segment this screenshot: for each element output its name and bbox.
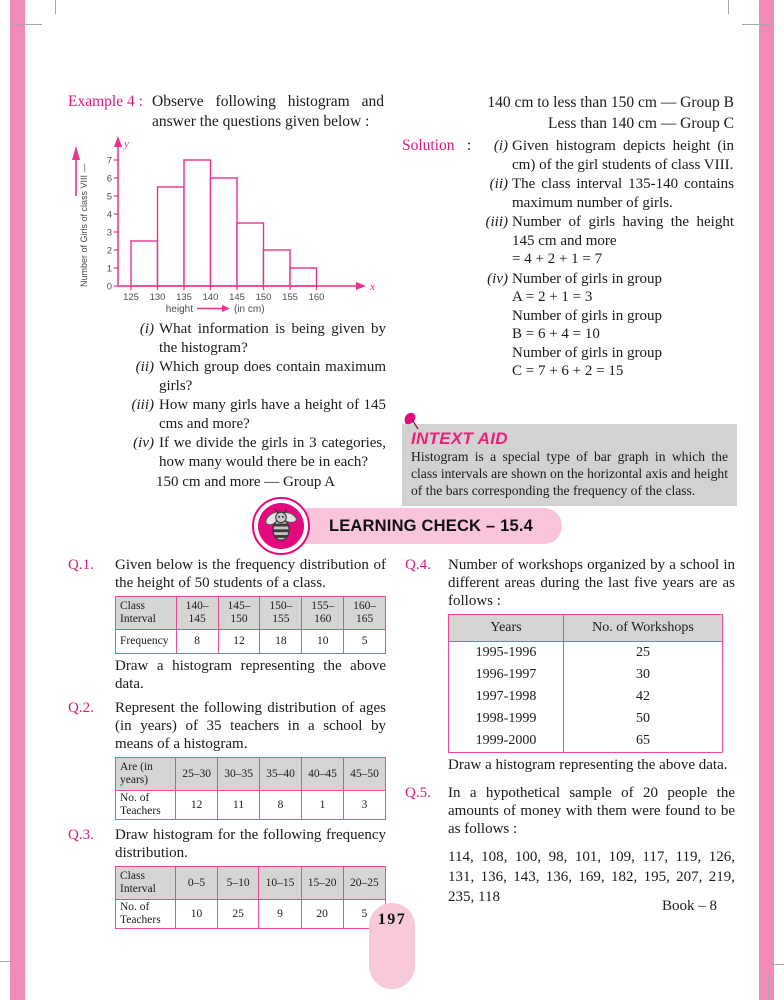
question-text: If we divide the girls in 3 categories, how many would there be in each? xyxy=(159,435,386,470)
question-numeral: (iii) xyxy=(131,397,154,413)
solution-item xyxy=(480,213,734,269)
solution-item xyxy=(480,270,734,381)
q4-label: Q.4. xyxy=(405,557,431,573)
svg-text:1: 1 xyxy=(106,263,112,275)
bee-badge xyxy=(252,497,310,555)
crop-mark xyxy=(15,974,16,1000)
crop-mark xyxy=(742,24,772,25)
example-prompt: Observe following histogram and answer the questions given below : xyxy=(152,93,384,130)
page-number: 197 xyxy=(377,911,407,928)
q4-instruction: Draw a histogram representing the above data. xyxy=(448,757,728,773)
q3-text: Draw histogram for the following frequency distribution. xyxy=(115,827,386,861)
svg-text:125: 125 xyxy=(123,292,139,303)
book-label: Book – 8 xyxy=(662,898,718,914)
histogram-svg xyxy=(68,134,380,318)
svg-text:155: 155 xyxy=(282,292,298,303)
q2-text: Represent the following distribution of ages (in years) of 35 teachers in a school by means of a histogram. xyxy=(115,700,386,752)
question-numeral: (iv) xyxy=(133,435,154,451)
question-numeral: (ii) xyxy=(135,359,154,375)
bee-icon xyxy=(262,507,300,545)
histogram-chart xyxy=(68,134,380,318)
svg-text:6: 6 xyxy=(106,173,112,185)
q1-frequency-table: Class Interval 140–145 145–150 150–155 155–160 160–165 Frequency 8 12 18 10 5 xyxy=(115,596,386,654)
svg-text:4: 4 xyxy=(106,209,112,221)
svg-text:5: 5 xyxy=(106,191,112,203)
left-pink-edge-bar xyxy=(10,0,25,1000)
svg-text:135: 135 xyxy=(176,292,192,303)
q1-instruction: Draw a histogram representing the above data. xyxy=(115,658,386,692)
questions-left-column xyxy=(68,556,386,932)
q4-workshops-table: Years No. of Workshops 1995-1996 25 1996-1997 30 1997-1998 42 1998-1999 50 1999-2000 65 xyxy=(448,614,723,753)
group-a-line: 150 cm and more — Group A xyxy=(156,474,336,490)
q4-text: Number of workshops organized by a school in different areas during the last five years are as follows : xyxy=(448,557,735,609)
right-pink-edge-bar xyxy=(759,0,774,1000)
table-row: 1998-1999 50 xyxy=(449,708,723,730)
solution-items xyxy=(480,137,734,382)
svg-text:160: 160 xyxy=(308,292,325,303)
q5-label: Q.5. xyxy=(405,785,431,801)
q5-text: In a hypothetical sample of 20 people the amounts of money with them were found to be as follows : xyxy=(448,785,735,837)
crop-mark xyxy=(0,961,12,962)
q3-label: Q.3. xyxy=(68,827,94,843)
solution-text: Given histogram depicts height (in cm) of the girl students of class VIII. xyxy=(512,138,734,173)
table-row: 1996-1997 30 xyxy=(449,664,723,686)
solution-text: Number of girls in group A = 2 + 1 = 3 Number of girls in group B = 6 + 4 = 10 Number of girls in group C = 7 + 6 + 2 = 15 xyxy=(512,270,662,379)
solution-numeral: (ii) xyxy=(489,176,508,192)
example-label: Example 4 : xyxy=(68,93,143,110)
crop-mark xyxy=(772,964,784,965)
solution-numeral: (i) xyxy=(493,138,508,154)
question-q2 xyxy=(68,699,386,753)
learning-check-banner xyxy=(252,497,564,557)
svg-text:145: 145 xyxy=(229,292,245,303)
example-question-list xyxy=(116,320,386,472)
crop-mark xyxy=(12,24,42,25)
questions-right-column xyxy=(405,556,735,907)
learning-check-pill xyxy=(282,508,562,544)
svg-text:2: 2 xyxy=(106,245,112,257)
solution-numeral: (iii) xyxy=(485,214,508,230)
table-row: 1995-1996 25 xyxy=(449,642,723,665)
intext-aid-body: Histogram is a special type of bar graph in which the class intervals are shown on the horizontal axis and height of the bars corresponding the frequency of the class. xyxy=(411,449,728,498)
q2-label: Q.2. xyxy=(68,700,94,716)
q1-label: Q.1. xyxy=(68,557,94,573)
svg-text:140: 140 xyxy=(202,292,219,303)
svg-text:y: y xyxy=(124,138,129,150)
solution-text: Number of girls having the height 145 cm and more = 4 + 2 + 1 = 7 xyxy=(512,214,734,267)
svg-text:130: 130 xyxy=(149,292,166,303)
example-question xyxy=(116,396,386,434)
question-text: What information is being given by the histogram? xyxy=(159,321,386,356)
crop-mark xyxy=(768,974,769,1000)
solution-colon: : xyxy=(466,137,472,154)
svg-text:(in cm): (in cm) xyxy=(234,304,265,315)
pen-nib-icon xyxy=(402,411,420,431)
group-b-line: 140 cm to less than 150 cm — Group B xyxy=(487,94,734,111)
page-number-capsule xyxy=(369,903,415,989)
q2-frequency-table: Are (in years) 25–30 30–35 35–40 40–45 45–50 No. of Teachers 12 11 8 1 3 xyxy=(115,757,386,820)
q1-text: Given below is the frequency distribution of the height of 50 students of a class. xyxy=(115,557,386,591)
example-question xyxy=(116,434,386,472)
question-q4 xyxy=(405,556,735,610)
solution-numeral: (iv) xyxy=(487,270,508,287)
example-question xyxy=(116,358,386,396)
svg-text:7: 7 xyxy=(106,155,112,167)
svg-text:x: x xyxy=(370,281,375,293)
solution-item xyxy=(480,175,734,212)
table-row: 1997-1998 42 xyxy=(449,686,723,708)
svg-text:0: 0 xyxy=(106,281,112,293)
solution-equation: = 4 + 2 + 1 = 7 xyxy=(512,251,603,267)
svg-text:150: 150 xyxy=(255,292,272,303)
question-q3 xyxy=(68,826,386,862)
solution-section xyxy=(402,92,734,382)
svg-text:height: height xyxy=(165,304,193,315)
crop-mark xyxy=(55,0,56,14)
question-text: Which group does contain maximum girls? xyxy=(159,359,386,394)
example-section xyxy=(68,92,386,492)
q5-number-list: 114, 108, 100, 98, 101, 109, 117, 119, 126, 131, 136, 143, 136, 169, 182, 195, 207, 219, 235, 118 xyxy=(448,849,735,905)
learning-check-title: LEARNING CHECK – 15.4 xyxy=(328,516,534,535)
question-q1 xyxy=(68,556,386,592)
solution-label: Solution xyxy=(402,137,455,154)
example-question xyxy=(116,320,386,358)
crop-mark xyxy=(728,0,729,14)
table-row: 1999-2000 65 xyxy=(449,730,723,753)
q3-frequency-table: Class Interval 0–5 5–10 10–15 15–20 20–25 No. of Teachers 10 25 9 20 5 xyxy=(115,866,386,929)
question-q5 xyxy=(405,784,735,838)
intext-aid-box xyxy=(402,424,737,506)
question-numeral: (i) xyxy=(139,321,154,337)
svg-text:Number of Girls of class VIII: Number of Girls of class VIII — xyxy=(79,163,89,287)
question-text: How many girls have a height of 145 cms and more? xyxy=(159,397,386,432)
svg-text:3: 3 xyxy=(106,227,112,239)
group-c-line: Less than 140 cm — Group C xyxy=(548,115,734,132)
solution-item xyxy=(480,137,734,174)
solution-text: The class interval 135-140 contains maximum number of girls. xyxy=(512,176,734,211)
intext-aid-title: INTEXT AID xyxy=(411,429,508,448)
